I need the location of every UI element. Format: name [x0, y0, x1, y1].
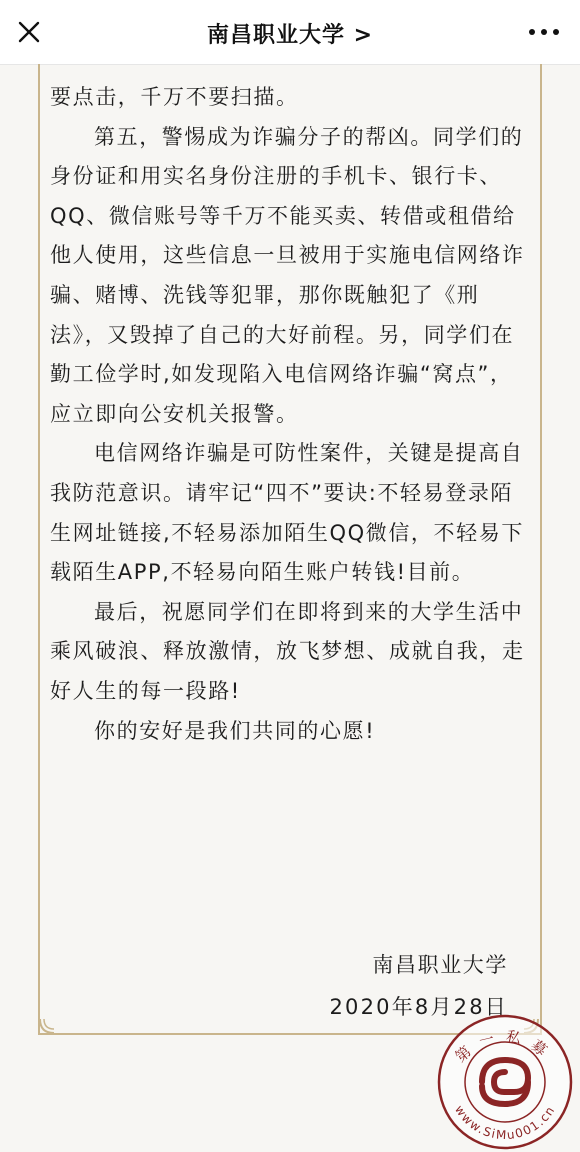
page-title[interactable]	[0, 18, 580, 49]
svg-text:www.SiMu001.cn: www.SiMu001.cn	[451, 1102, 559, 1143]
article-paragraph: 你的安好是我们共同的心愿!	[94, 718, 376, 743]
signature-org: 南昌职业大学	[372, 953, 508, 977]
watermark-seal-icon	[430, 1008, 580, 1152]
article-paragraph: 电信网络诈骗是可防性案件，关键是提高自我防范意识。请牢记“四不”要诀:不轻易登录陌生网址链接,不轻易添加陌生QQ微信，不轻易下载陌生APP,不轻易向陌生账户转钱!目前。	[50, 441, 524, 585]
signature-date: 2020年8月28日	[329, 995, 508, 1019]
article-paragraph: 第五，警惕成为诈骗分子的帮凶。同学们的身份证和用实名身份注册的手机卡、银行卡、QQ、微信账号等千万不能买卖、转借或租借给他人使用，这些信息一旦被用于实施电信网络诈骗、赌博、洗钱等犯罪，那你既触犯了《刑法》，又毁掉了自己的大好前程。另，同学们在勤工俭学时,如发现陷入电信网络诈骗“窝点”， 应立即向公安机关报警。	[50, 124, 525, 426]
frame-border-left	[38, 64, 40, 1034]
article-paragraph: 最后，祝愿同学们在即将到来的大学生活中乘风破浪、释放激情，放飞梦想、成就自我，走好人生的每一段路!	[50, 599, 525, 703]
svg-text:第一私募: 第一私募	[451, 1027, 559, 1066]
page-title-text: 南昌职业大学	[206, 23, 345, 48]
nav-bar	[0, 0, 580, 65]
more-horizontal-icon[interactable]	[524, 20, 564, 44]
chevron-right-icon: >	[353, 23, 374, 48]
frame-border-right	[540, 64, 542, 1034]
frame-corner-ornament-icon	[38, 1017, 56, 1035]
article-paragraph: 要点击，千万不要扫描。	[50, 85, 299, 109]
article-body	[50, 78, 530, 751]
